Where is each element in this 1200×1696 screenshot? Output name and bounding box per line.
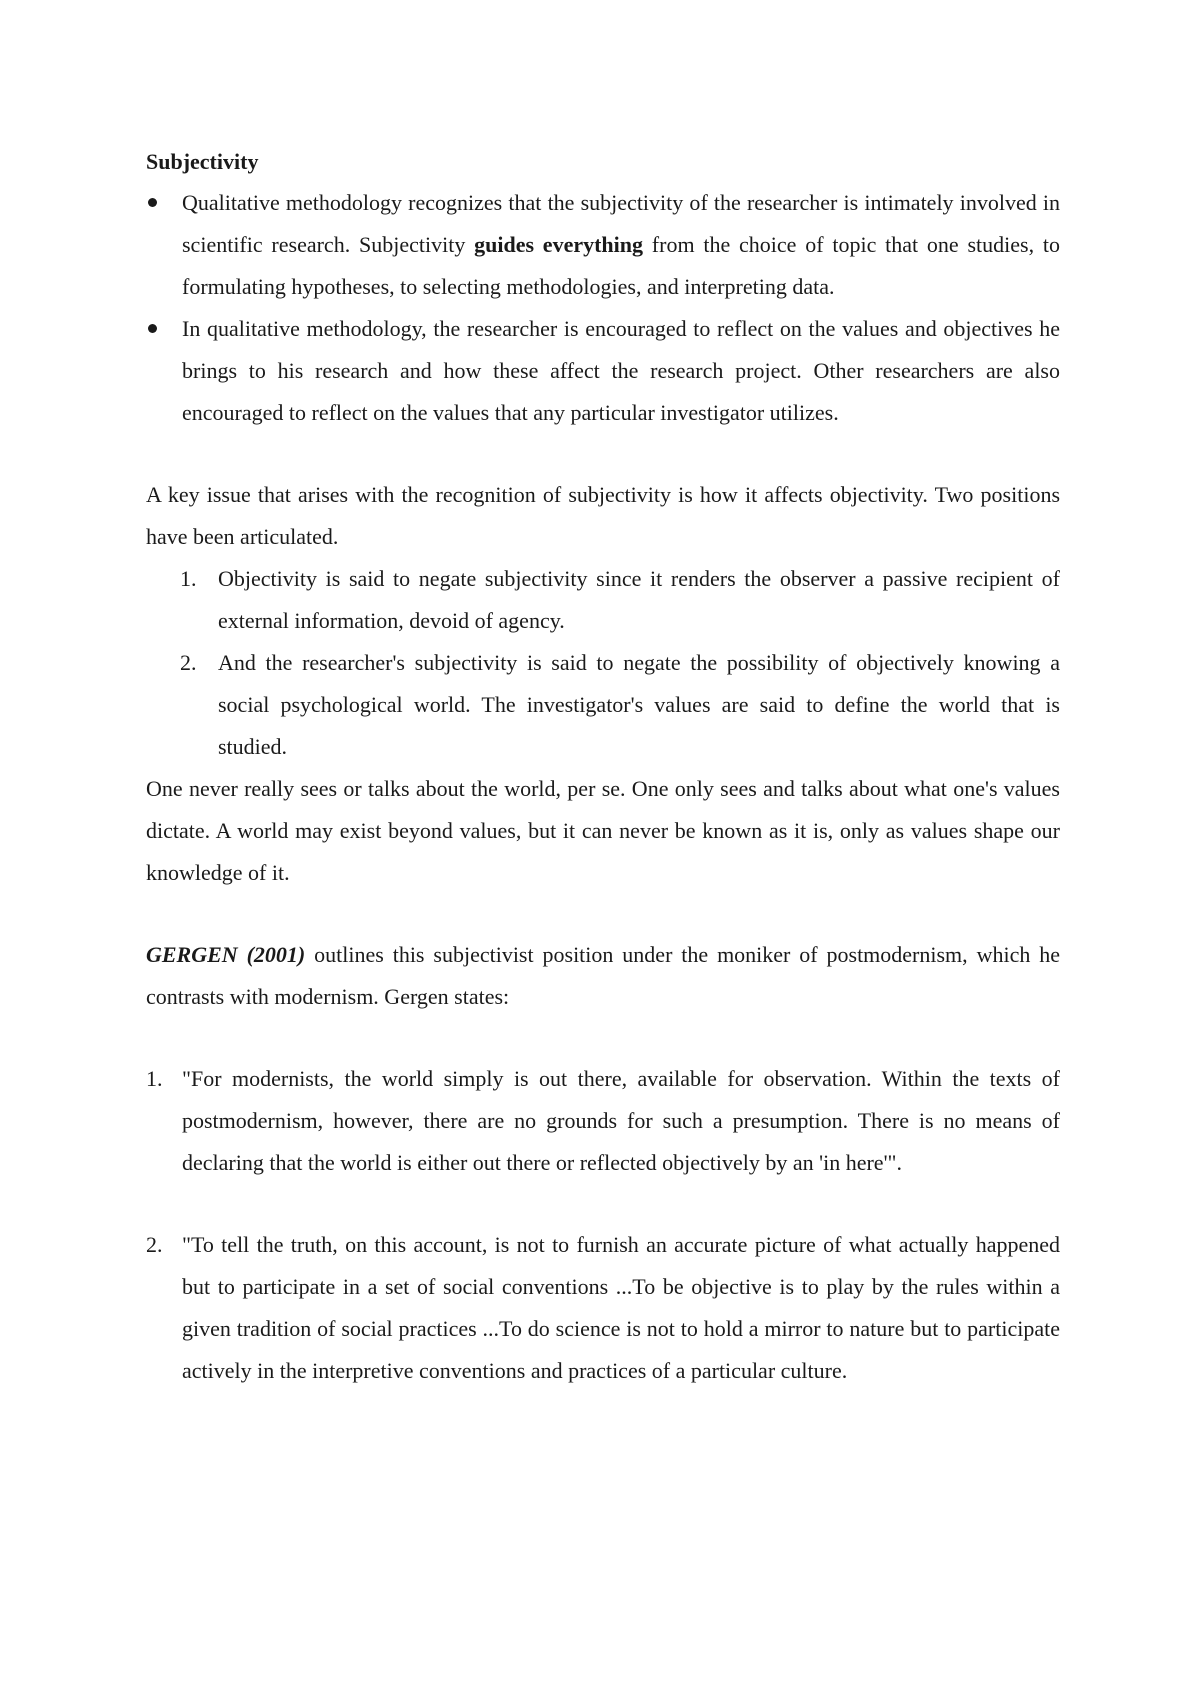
spacer — [146, 1184, 1060, 1224]
positions-list — [146, 558, 1060, 768]
paragraph-key-issue: A key issue that arises with the recognition of subjectivity is how it affects objectivity. Two positions have been articulated. — [146, 482, 1060, 549]
bullet-icon — [148, 198, 157, 207]
section-heading: Subjectivity — [146, 149, 259, 174]
position-item — [146, 642, 1060, 768]
bullet-text-pre: Qualitative methodology recognizes that the subjectivity of the researcher is intimately involved in scientific research. Subjectivity — [182, 190, 1060, 257]
quote-item — [146, 1224, 1060, 1392]
spacer — [146, 1018, 1060, 1058]
spacer — [146, 434, 1060, 474]
bullet-item — [146, 308, 1060, 434]
position-text: Objectivity is said to negate subjectivity since it renders the observer a passive recipient of external information, devoid of agency. — [218, 566, 1060, 633]
bullet-text-post: from the choice of topic that one studies, to formulating hypotheses, to selecting methodologies, and interpreting data. — [182, 232, 1060, 299]
position-text: And the researcher's subjectivity is said to negate the possibility of objectively knowing a social psychological world. The investigator's values are said to define the world that is studied. — [218, 650, 1060, 759]
quote-item — [146, 1058, 1060, 1184]
document-page — [146, 142, 1060, 1392]
bullet-item — [146, 182, 1060, 308]
bullet-text: In qualitative methodology, the researcher is encouraged to reflect on the values and objectives he brings to his research and how these affect the research project. Other researchers are also encouraged to reflect on the values that any particular investigator utilizes. — [182, 316, 1060, 425]
bullet-list — [146, 182, 1060, 434]
quote-text: "For modernists, the world simply is out there, available for observation. Within the texts of postmodernism, however, there are no grounds for such a presumption. There is no means of declaring that the world is either out there or reflected objectively by an 'in here'". — [182, 1066, 1060, 1175]
paragraph-never: One never really sees or talks about the world, per se. One only sees and talks about what one's values dictate. A world may exist beyond values, but it can never be known as it is, only as values shape our knowledge of it. — [146, 776, 1060, 885]
quotes-list — [146, 1058, 1060, 1184]
list-number: 2. — [146, 1232, 163, 1257]
paragraph-gergen — [146, 934, 1060, 1018]
position-item — [146, 558, 1060, 642]
bullet-icon — [148, 324, 157, 333]
citation: GERGEN (2001) — [146, 942, 306, 967]
list-number: 1. — [146, 1066, 163, 1091]
gergen-text: outlines this subjectivist position under the moniker of postmodernism, which he contrasts with modernism. Gergen states: — [146, 942, 1060, 1009]
bullet-emphasis: guides everything — [474, 232, 644, 257]
list-number: 2. — [180, 650, 197, 675]
quotes-list — [146, 1224, 1060, 1392]
spacer — [146, 894, 1060, 934]
list-number: 1. — [180, 566, 197, 591]
quote-text: "To tell the truth, on this account, is not to furnish an accurate picture of what actually happened but to participate in a set of social conventions ...To be objective is to play by the rules within a given tradition of social practices ...To do science is not to hold a mirror to nature but to participate actively in the interpretive conventions and practices of a particular culture. — [182, 1232, 1060, 1383]
